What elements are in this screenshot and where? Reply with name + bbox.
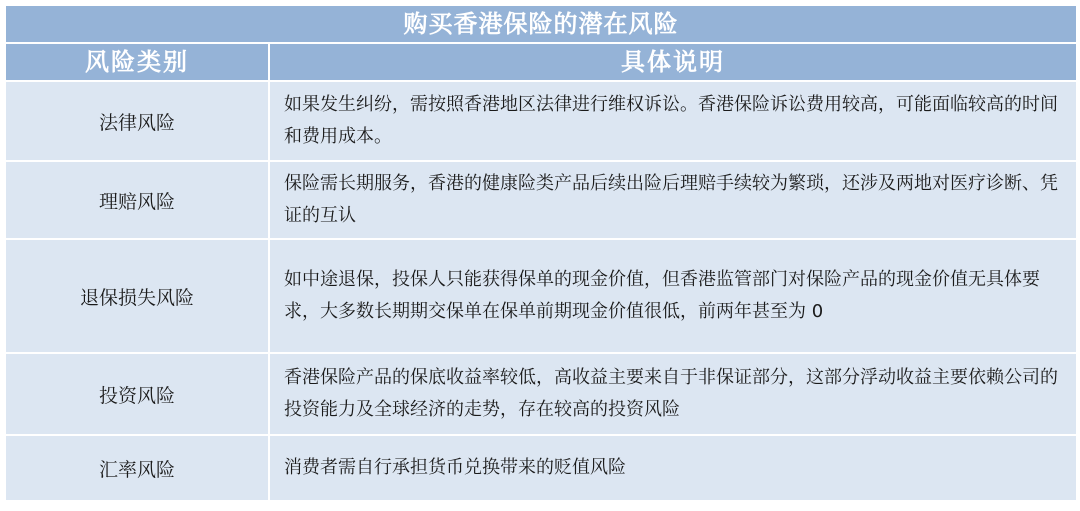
risk-category: 理赔风险 — [5, 161, 269, 239]
risk-description: 香港保险产品的保底收益率较低，高收益主要来自于非保证部分，这部分浮动收益主要依赖公司的投资能力及全球经济的走势，存在较高的投资风险 — [269, 353, 1077, 435]
table-row — [5, 161, 1077, 239]
risk-category: 投资风险 — [5, 353, 269, 435]
table-title: 购买香港保险的潜在风险 — [5, 5, 1077, 43]
title-row — [5, 5, 1077, 43]
risk-table — [4, 4, 1078, 502]
header-description: 具体说明 — [269, 43, 1077, 81]
table-row — [5, 239, 1077, 353]
risk-description: 保险需长期服务，香港的健康险类产品后续出险后理赔手续较为繁琐，还涉及两地对医疗诊断、凭证的互认 — [269, 161, 1077, 239]
header-category: 风险类别 — [5, 43, 269, 81]
table-row — [5, 435, 1077, 501]
header-row — [5, 43, 1077, 81]
table-row — [5, 353, 1077, 435]
risk-description: 如果发生纠纷，需按照香港地区法律进行维权诉讼。香港保险诉讼费用较高，可能面临较高的时间和费用成本。 — [269, 81, 1077, 161]
table-row — [5, 81, 1077, 161]
risk-category: 汇率风险 — [5, 435, 269, 501]
risk-description: 如中途退保，投保人只能获得保单的现金价值，但香港监管部门对保险产品的现金价值无具体要求，大多数长期期交保单在保单前期现金价值很低，前两年甚至为 0 — [269, 239, 1077, 353]
risk-category: 法律风险 — [5, 81, 269, 161]
risk-description: 消费者需自行承担货币兑换带来的贬值风险 — [269, 435, 1077, 501]
risk-category: 退保损失风险 — [5, 239, 269, 353]
